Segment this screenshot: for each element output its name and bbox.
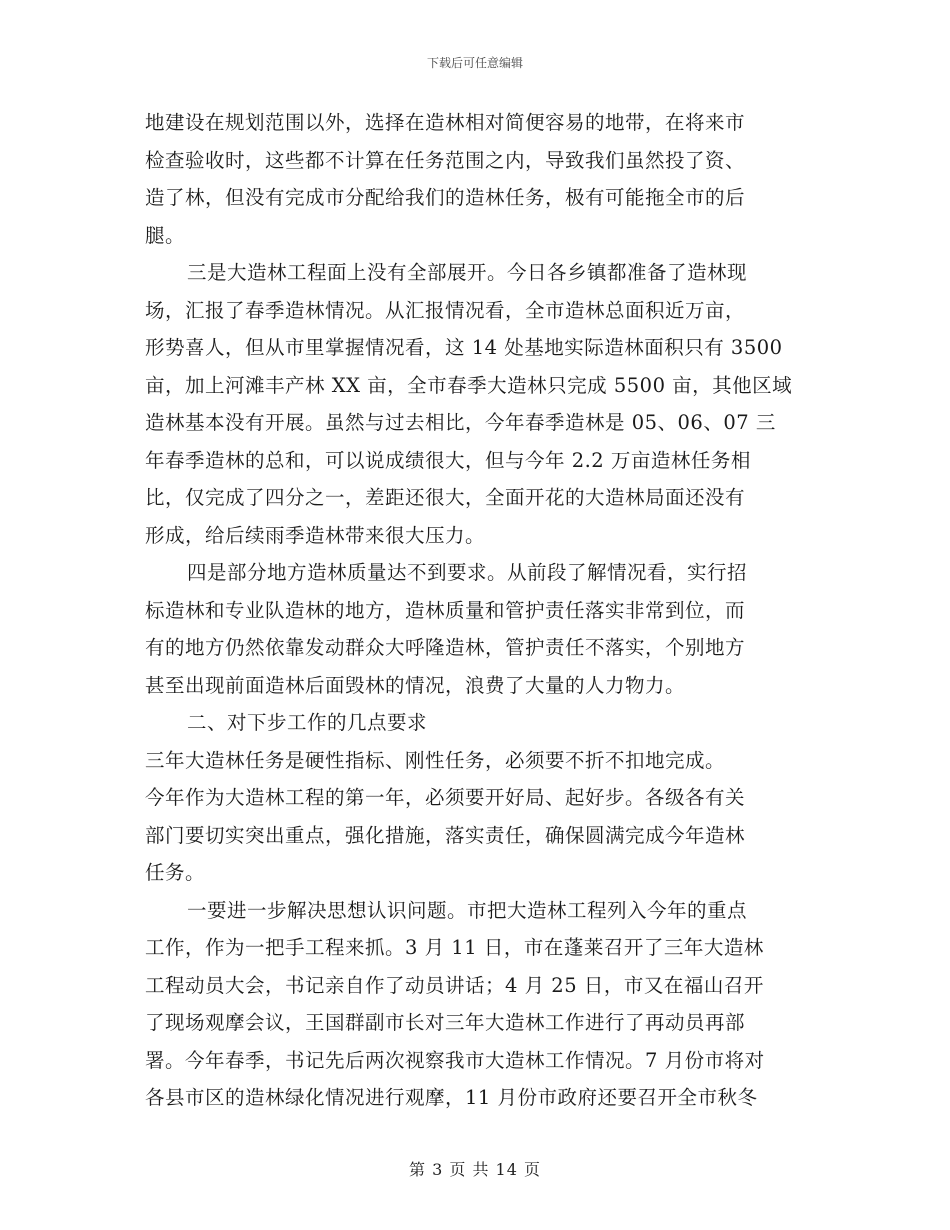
text-line: 三年大造林任务是硬性指标、刚性任务，必须要不折不扣地完成。: [145, 748, 726, 772]
text-line: 一要进一步解决思想认识问题。市把大造林工程列入今年的重点: [187, 898, 748, 922]
text-line: 了现场观摩会议，王国群副市长对三年大造林工作进行了再动员再部: [145, 1011, 746, 1034]
page-footer: 第 3 页 共 14 页: [409, 1160, 541, 1179]
text-line: 年春季造林的总和，可以说成绩很大，但与今年 2.2 万亩造林任务相: [145, 448, 751, 472]
text-line: 标造林和专业队造林的地方，造林质量和管护责任落实非常到位，而: [145, 598, 746, 622]
text-line: 工程动员大会，书记亲自作了动员讲话；4 月 25 日，市又在福山召开: [145, 973, 764, 997]
text-line: 工作，作为一把手工程来抓。3 月 11 日，市在蓬莱召开了三年大造林: [145, 936, 764, 959]
text-line: 地建设在规划范围以外，选择在造林相对简便容易的地带，在将来市: [145, 111, 746, 134]
text-line: 二、对下步工作的几点要求: [187, 711, 428, 734]
text-line: 亩，加上河滩丰产林 XX 亩，全市春季大造林只完成 5500 亩，其他区域: [145, 373, 793, 397]
text-line: 有的地方仍然依靠发动群众大呼隆造林，管护责任不落实，个别地方: [145, 636, 746, 659]
text-line: 三是大造林工程面上没有全部展开。今日各乡镇都准备了造林现: [187, 261, 748, 284]
text-line: 形成，给后续雨季造林带来很大压力。: [145, 523, 486, 547]
page-header: 下载后可任意编辑: [426, 56, 523, 70]
text-line: 形势喜人，但从市里掌握情况看，这 14 处基地实际造林面积只有 3500: [145, 336, 783, 359]
text-line: 造林基本没有开展。虽然与过去相比，今年春季造林是 05、06、07 三: [145, 411, 776, 434]
document-body: [145, 104, 805, 1117]
text-line: 四是部分地方造林质量达不到要求。从前段了解情况看，实行招: [187, 561, 748, 584]
text-line: 甚至出现前面造林后面毁林的情况，浪费了大量的人力物力。: [145, 673, 686, 697]
text-line: 检查验收时，这些都不计算在任务范围之内，导致我们虽然投了资、: [145, 148, 746, 172]
text-line: 各县市区的造林绿化情况进行观摩，11 月份市政府还要召开全市秋冬: [145, 1086, 758, 1109]
text-line: 部门要切实突出重点，强化措施，落实责任，确保圆满完成今年造林: [145, 823, 746, 847]
text-line: 腿。: [145, 223, 186, 247]
text-line: 今年作为大造林工程的第一年，必须要开好局、起好步。各级各有关: [145, 786, 746, 809]
text-line: 场，汇报了春季造林情况。从汇报情况看，全市造林总面积近万亩，: [145, 298, 746, 322]
text-line: 署。今年春季，书记先后两次视察我市大造林工作情况。7 月份市将对: [145, 1048, 765, 1072]
text-line: 比，仅完成了四分之一，差距还很大，全面开花的大造林局面还没有: [145, 486, 746, 509]
text-line: 造了林，但没有完成市分配给我们的造林任务，极有可能拖全市的后: [145, 186, 746, 209]
text-line: 任务。: [145, 861, 206, 884]
